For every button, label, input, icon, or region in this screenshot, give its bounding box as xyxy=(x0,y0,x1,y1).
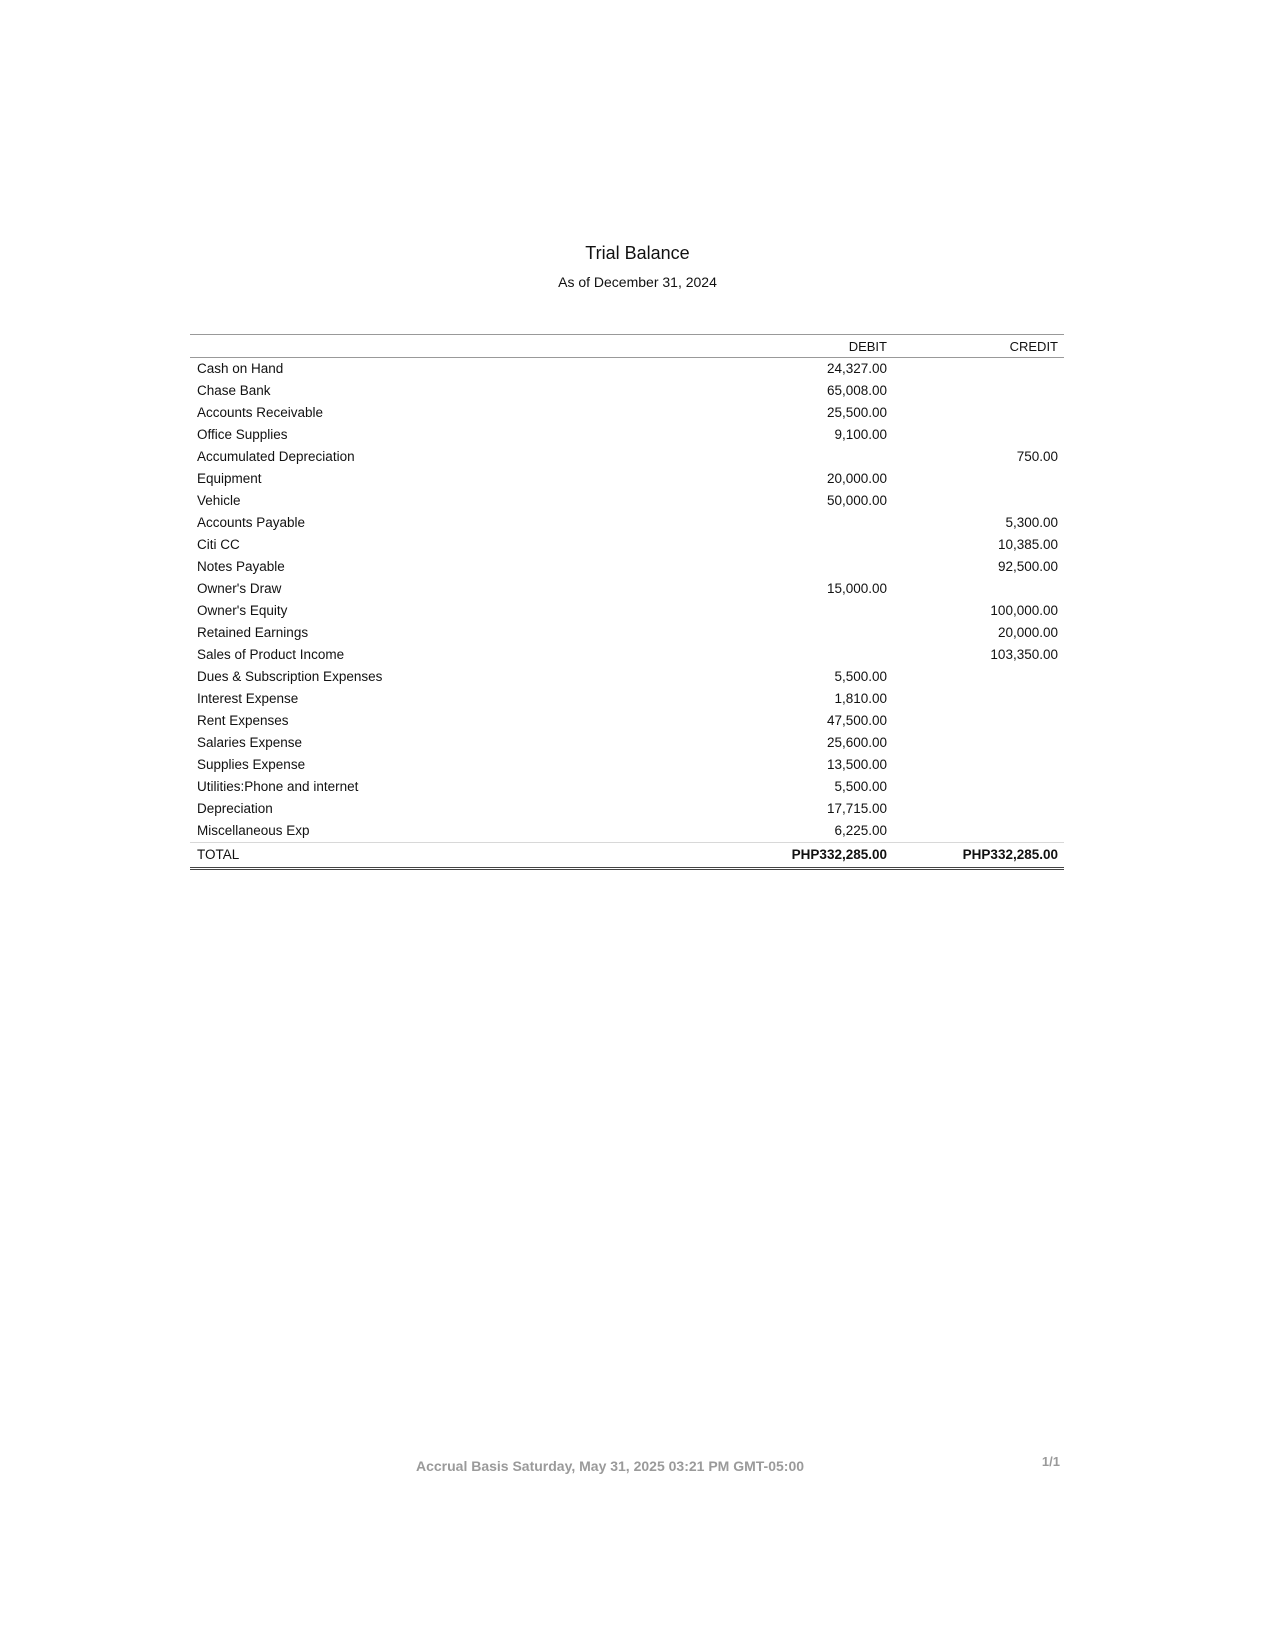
credit-amount xyxy=(893,754,1064,776)
account-name: Chase Bank xyxy=(197,383,271,398)
total-row xyxy=(190,843,1064,869)
table-row xyxy=(190,754,1064,776)
account-name: Salaries Expense xyxy=(197,735,303,750)
credit-amount xyxy=(893,820,1064,843)
credit-amount xyxy=(893,358,1064,381)
account-name: Utilities:Phone and internet xyxy=(197,779,359,794)
table-row xyxy=(190,644,1064,666)
account-name: Miscellaneous Exp xyxy=(197,823,310,838)
credit-amount xyxy=(893,578,1064,600)
table-row xyxy=(190,666,1064,688)
debit-amount xyxy=(725,644,893,666)
account-name: Rent Expenses xyxy=(197,713,289,728)
account-name: Cash on Hand xyxy=(197,361,284,376)
account-name: Accumulated Depreciation xyxy=(197,449,355,464)
account-name: Accounts Receivable xyxy=(197,405,324,420)
trial-balance-table xyxy=(190,334,1064,870)
account-name: Interest Expense xyxy=(197,691,299,706)
account-name: Owner's Draw xyxy=(197,581,282,596)
report-subtitle: As of December 31, 2024 xyxy=(558,274,717,290)
total-credit-amount: PHP332,285.00 xyxy=(893,843,1064,869)
credit-amount xyxy=(893,776,1064,798)
debit-amount: 47,500.00 xyxy=(826,713,887,728)
table-row xyxy=(190,710,1064,732)
footer-page-number: 1/1 xyxy=(1041,1454,1060,1469)
credit-amount xyxy=(893,402,1064,424)
account-name: Owner's Equity xyxy=(197,603,288,618)
table-body xyxy=(190,358,1064,869)
credit-amount: 5,300.00 xyxy=(1005,515,1058,530)
table-row xyxy=(190,358,1064,381)
table-row xyxy=(190,534,1064,556)
account-name: Depreciation xyxy=(197,801,273,816)
credit-amount: 10,385.00 xyxy=(997,537,1058,552)
credit-amount xyxy=(893,666,1064,688)
footer-basis-timestamp: Accrual Basis Saturday, May 31, 2025 03:21 PM GMT-05:00 xyxy=(415,1458,805,1474)
debit-amount: 13,500.00 xyxy=(826,757,887,772)
header-account xyxy=(190,335,725,358)
account-name: Dues & Subscription Expenses xyxy=(197,669,383,684)
table-row xyxy=(190,402,1064,424)
debit-amount: 65,008.00 xyxy=(826,383,887,398)
account-name: Vehicle xyxy=(197,493,241,508)
debit-amount: 1,810.00 xyxy=(834,691,887,706)
header-credit: CREDIT xyxy=(893,335,1064,358)
credit-amount: 92,500.00 xyxy=(997,559,1058,574)
credit-amount xyxy=(893,732,1064,754)
table-row xyxy=(190,798,1064,820)
table-header-row xyxy=(190,335,1064,358)
account-name: Citi CC xyxy=(197,537,240,552)
credit-amount xyxy=(893,490,1064,512)
debit-amount xyxy=(725,446,893,468)
total-debit-amount: PHP332,285.00 xyxy=(725,843,893,869)
debit-amount xyxy=(725,512,893,534)
account-name: Retained Earnings xyxy=(197,625,309,640)
account-name: Office Supplies xyxy=(197,427,288,442)
credit-amount xyxy=(893,380,1064,402)
debit-amount xyxy=(725,534,893,556)
credit-amount xyxy=(893,468,1064,490)
table-row xyxy=(190,556,1064,578)
credit-amount xyxy=(893,798,1064,820)
credit-amount: 100,000.00 xyxy=(990,603,1058,618)
account-name: Equipment xyxy=(197,471,262,486)
debit-amount: 5,500.00 xyxy=(834,779,887,794)
debit-amount: 17,715.00 xyxy=(826,801,887,816)
debit-amount: 25,500.00 xyxy=(826,405,887,420)
total-account-name: TOTAL xyxy=(190,843,725,869)
table-row xyxy=(190,468,1064,490)
credit-amount xyxy=(893,424,1064,446)
debit-amount: 6,225.00 xyxy=(834,823,887,838)
table-row xyxy=(190,688,1064,710)
table-row xyxy=(190,578,1064,600)
table-row xyxy=(190,600,1064,622)
table-row xyxy=(190,512,1064,534)
debit-amount: 5,500.00 xyxy=(834,669,887,684)
table-row xyxy=(190,732,1064,754)
debit-amount: 9,100.00 xyxy=(834,427,887,442)
credit-amount: 750.00 xyxy=(1016,449,1058,464)
table-row xyxy=(190,776,1064,798)
debit-amount: 20,000.00 xyxy=(826,471,887,486)
account-name: Supplies Expense xyxy=(197,757,306,772)
debit-amount: 25,600.00 xyxy=(826,735,887,750)
debit-amount: 50,000.00 xyxy=(826,493,887,508)
table-row xyxy=(190,424,1064,446)
table-row xyxy=(190,380,1064,402)
table-row xyxy=(190,490,1064,512)
credit-amount xyxy=(893,710,1064,732)
debit-amount xyxy=(725,556,893,578)
credit-amount: 103,350.00 xyxy=(990,647,1058,662)
header-debit: DEBIT xyxy=(725,335,893,358)
account-name: Accounts Payable xyxy=(197,515,306,530)
credit-amount xyxy=(893,688,1064,710)
debit-amount: 24,327.00 xyxy=(826,361,887,376)
debit-amount xyxy=(725,600,893,622)
account-name: Sales of Product Income xyxy=(197,647,345,662)
table-row xyxy=(190,820,1064,843)
report-title: Trial Balance xyxy=(585,243,690,263)
credit-amount: 20,000.00 xyxy=(997,625,1058,640)
table-row xyxy=(190,622,1064,644)
table-row xyxy=(190,446,1064,468)
debit-amount xyxy=(725,622,893,644)
debit-amount: 15,000.00 xyxy=(826,581,887,596)
account-name: Notes Payable xyxy=(197,559,285,574)
